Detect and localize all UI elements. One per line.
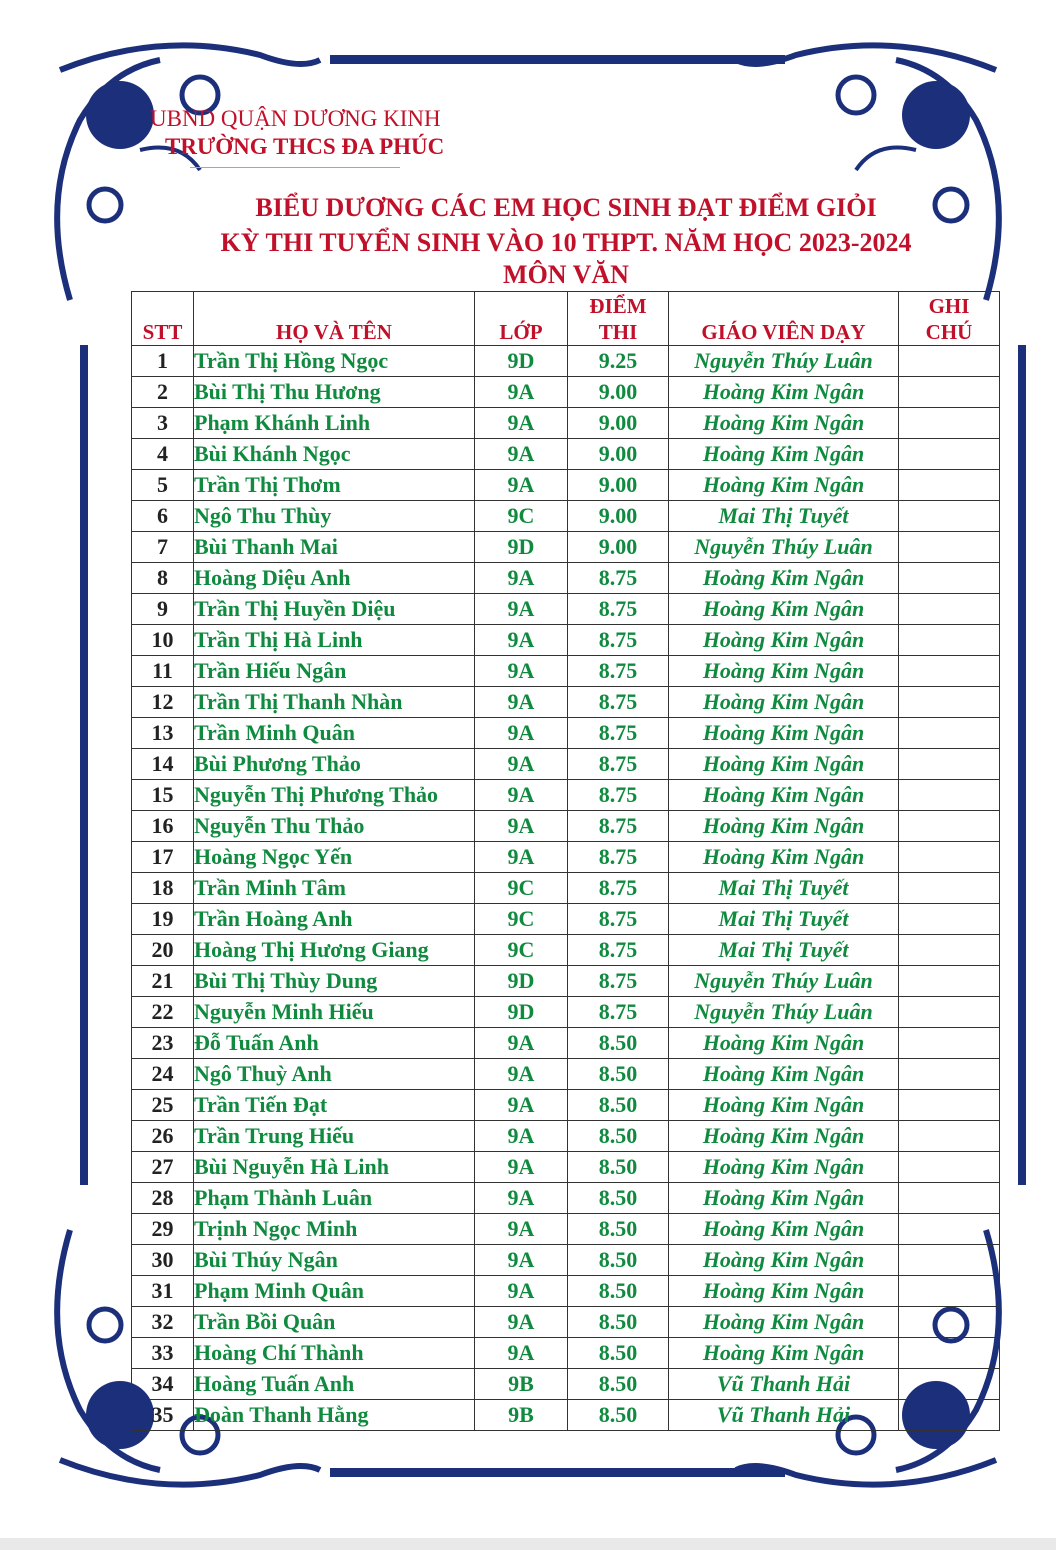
row-class: 9A (475, 1214, 568, 1245)
row-note (899, 811, 1000, 842)
row-stt: 10 (132, 625, 194, 656)
table-row (132, 408, 1000, 439)
row-class: 9D (475, 966, 568, 997)
row-name: Phạm Khánh Linh (194, 408, 475, 439)
row-name: Hoàng Tuấn Anh (194, 1369, 475, 1400)
row-teacher: Nguyễn Thúy Luân (669, 997, 899, 1028)
table-row (132, 1183, 1000, 1214)
row-name: Bùi Thị Thùy Dung (194, 966, 475, 997)
row-teacher: Hoàng Kim Ngân (669, 749, 899, 780)
row-score: 9.00 (568, 377, 669, 408)
row-stt: 19 (132, 904, 194, 935)
row-note (899, 935, 1000, 966)
row-score: 8.75 (568, 904, 669, 935)
header-score-line1: ĐIỂM (589, 294, 647, 318)
row-teacher: Hoàng Kim Ngân (669, 594, 899, 625)
table-row (132, 1121, 1000, 1152)
row-class: 9D (475, 346, 568, 377)
row-score: 8.75 (568, 749, 669, 780)
row-teacher: Hoàng Kim Ngân (669, 1276, 899, 1307)
row-score: 8.75 (568, 687, 669, 718)
row-stt: 26 (132, 1121, 194, 1152)
row-class: 9A (475, 1307, 568, 1338)
row-name: Hoàng Thị Hương Giang (194, 935, 475, 966)
row-class: 9A (475, 563, 568, 594)
row-teacher: Hoàng Kim Ngân (669, 1059, 899, 1090)
row-name: Trần Tiến Đạt (194, 1090, 475, 1121)
table-row (132, 1369, 1000, 1400)
row-note (899, 687, 1000, 718)
row-score: 9.00 (568, 501, 669, 532)
row-teacher: Hoàng Kim Ngân (669, 1152, 899, 1183)
header-score (568, 292, 669, 346)
row-class: 9D (475, 997, 568, 1028)
table-row (132, 1028, 1000, 1059)
table-body (132, 346, 1000, 1431)
row-class: 9A (475, 1028, 568, 1059)
row-stt: 1 (132, 346, 194, 377)
row-stt: 6 (132, 501, 194, 532)
row-class: 9C (475, 935, 568, 966)
row-stt: 3 (132, 408, 194, 439)
row-class: 9A (475, 594, 568, 625)
row-score: 8.75 (568, 811, 669, 842)
bottom-strip (0, 1538, 1056, 1550)
row-score: 9.00 (568, 439, 669, 470)
row-stt: 34 (132, 1369, 194, 1400)
table-row (132, 501, 1000, 532)
table-row (132, 1400, 1000, 1431)
row-note (899, 563, 1000, 594)
row-teacher: Hoàng Kim Ngân (669, 1245, 899, 1276)
row-teacher: Hoàng Kim Ngân (669, 687, 899, 718)
row-class: 9A (475, 439, 568, 470)
row-teacher: Hoàng Kim Ngân (669, 811, 899, 842)
row-score: 8.75 (568, 780, 669, 811)
row-name: Phạm Minh Quân (194, 1276, 475, 1307)
row-name: Nguyễn Thu Thảo (194, 811, 475, 842)
row-class: 9A (475, 687, 568, 718)
row-score: 8.50 (568, 1214, 669, 1245)
row-note (899, 346, 1000, 377)
row-score: 8.75 (568, 842, 669, 873)
row-teacher: Nguyễn Thúy Luân (669, 532, 899, 563)
row-teacher: Hoàng Kim Ngân (669, 625, 899, 656)
row-class: 9D (475, 532, 568, 563)
row-teacher: Hoàng Kim Ngân (669, 718, 899, 749)
subject-title: MÔN VĂN (503, 260, 629, 289)
row-stt: 24 (132, 1059, 194, 1090)
row-teacher: Vũ Thanh Hải (669, 1369, 899, 1400)
row-note (899, 1152, 1000, 1183)
row-stt: 9 (132, 594, 194, 625)
row-stt: 8 (132, 563, 194, 594)
row-score: 8.50 (568, 1028, 669, 1059)
row-score: 9.00 (568, 470, 669, 501)
row-teacher: Nguyễn Thúy Luân (669, 966, 899, 997)
row-note (899, 966, 1000, 997)
row-score: 8.75 (568, 718, 669, 749)
header-note (899, 292, 1000, 346)
row-score: 8.50 (568, 1121, 669, 1152)
row-name: Trần Trung Hiếu (194, 1121, 475, 1152)
row-name: Trần Thị Thanh Nhàn (194, 687, 475, 718)
row-class: 9A (475, 749, 568, 780)
row-class: 9C (475, 873, 568, 904)
row-class: 9A (475, 470, 568, 501)
row-teacher: Hoàng Kim Ngân (669, 1028, 899, 1059)
row-teacher: Mai Thị Tuyết (669, 904, 899, 935)
row-note (899, 656, 1000, 687)
table-row (132, 811, 1000, 842)
row-class: 9A (475, 1245, 568, 1276)
row-class: 9A (475, 811, 568, 842)
row-note (899, 377, 1000, 408)
table-row (132, 780, 1000, 811)
row-stt: 7 (132, 532, 194, 563)
row-class: 9A (475, 656, 568, 687)
row-note (899, 873, 1000, 904)
row-note (899, 408, 1000, 439)
table-row (132, 439, 1000, 470)
row-score: 8.50 (568, 1369, 669, 1400)
row-name: Hoàng Diệu Anh (194, 563, 475, 594)
table-row (132, 1245, 1000, 1276)
table-row (132, 563, 1000, 594)
row-score: 8.50 (568, 1276, 669, 1307)
table-row (132, 470, 1000, 501)
row-stt: 30 (132, 1245, 194, 1276)
document-subtitle: KỲ THI TUYỂN SINH VÀO 10 THPT. NĂM HỌC 2023-2024 (220, 228, 912, 257)
row-teacher: Mai Thị Tuyết (669, 873, 899, 904)
row-class: 9C (475, 501, 568, 532)
row-name: Trịnh Ngọc Minh (194, 1214, 475, 1245)
row-name: Trần Hiếu Ngân (194, 656, 475, 687)
row-stt: 23 (132, 1028, 194, 1059)
row-stt: 22 (132, 997, 194, 1028)
row-stt: 12 (132, 687, 194, 718)
row-class: 9B (475, 1400, 568, 1431)
row-note (899, 1121, 1000, 1152)
row-name: Đỗ Tuấn Anh (194, 1028, 475, 1059)
row-stt: 17 (132, 842, 194, 873)
row-name: Bùi Phương Thảo (194, 749, 475, 780)
row-stt: 25 (132, 1090, 194, 1121)
row-stt: 28 (132, 1183, 194, 1214)
row-note (899, 1059, 1000, 1090)
row-score: 9.00 (568, 408, 669, 439)
table-row (132, 346, 1000, 377)
row-stt: 21 (132, 966, 194, 997)
organization-name: UBND QUẬN DƯƠNG KINH (150, 106, 441, 131)
row-teacher: Mai Thị Tuyết (669, 501, 899, 532)
row-class: 9A (475, 842, 568, 873)
row-teacher: Hoàng Kim Ngân (669, 470, 899, 501)
header-teacher: GIÁO VIÊN DẠY (669, 292, 899, 346)
row-score: 8.50 (568, 1307, 669, 1338)
row-name: Phạm Thành Luân (194, 1183, 475, 1214)
row-score: 9.25 (568, 346, 669, 377)
row-score: 8.50 (568, 1090, 669, 1121)
header-note-line2: CHÚ (925, 320, 973, 344)
row-class: 9B (475, 1369, 568, 1400)
row-score: 8.75 (568, 594, 669, 625)
row-teacher: Hoàng Kim Ngân (669, 377, 899, 408)
row-teacher: Hoàng Kim Ngân (669, 1121, 899, 1152)
table-row (132, 1090, 1000, 1121)
row-note (899, 718, 1000, 749)
table-row (132, 656, 1000, 687)
row-score: 8.75 (568, 563, 669, 594)
table-row (132, 966, 1000, 997)
row-name: Đoàn Thanh Hằng (194, 1400, 475, 1431)
row-score: 8.50 (568, 1400, 669, 1431)
row-class: 9A (475, 1276, 568, 1307)
row-teacher: Nguyễn Thúy Luân (669, 346, 899, 377)
row-class: 9A (475, 625, 568, 656)
row-note (899, 1400, 1000, 1431)
row-note (899, 1028, 1000, 1059)
row-teacher: Hoàng Kim Ngân (669, 1307, 899, 1338)
row-note (899, 532, 1000, 563)
table-row (132, 532, 1000, 563)
row-score: 8.50 (568, 1183, 669, 1214)
document-title: BIỂU DƯƠNG CÁC EM HỌC SINH ĐẠT ĐIỂM GIỎI (255, 193, 877, 222)
row-stt: 18 (132, 873, 194, 904)
row-stt: 14 (132, 749, 194, 780)
row-name: Nguyễn Thị Phương Thảo (194, 780, 475, 811)
row-name: Trần Minh Tâm (194, 873, 475, 904)
row-note (899, 470, 1000, 501)
row-stt: 5 (132, 470, 194, 501)
row-score: 8.75 (568, 935, 669, 966)
row-class: 9A (475, 1090, 568, 1121)
row-class: 9A (475, 408, 568, 439)
table-row (132, 377, 1000, 408)
row-teacher: Hoàng Kim Ngân (669, 563, 899, 594)
row-class: 9A (475, 780, 568, 811)
row-name: Trần Bồi Quân (194, 1307, 475, 1338)
row-score: 9.00 (568, 532, 669, 563)
header-name: HỌ VÀ TÊN (194, 292, 475, 346)
row-class: 9C (475, 904, 568, 935)
row-note (899, 1307, 1000, 1338)
table-row (132, 842, 1000, 873)
row-score: 8.75 (568, 656, 669, 687)
row-name: Bùi Thị Thu Hương (194, 377, 475, 408)
row-stt: 2 (132, 377, 194, 408)
row-stt: 11 (132, 656, 194, 687)
row-note (899, 904, 1000, 935)
table-row (132, 1307, 1000, 1338)
row-note (899, 625, 1000, 656)
row-note (899, 1090, 1000, 1121)
table-row (132, 687, 1000, 718)
row-teacher: Hoàng Kim Ngân (669, 842, 899, 873)
table-header-row (132, 292, 1000, 346)
table-row (132, 1214, 1000, 1245)
row-note (899, 842, 1000, 873)
row-score: 8.75 (568, 873, 669, 904)
row-stt: 35 (132, 1400, 194, 1431)
table-row (132, 749, 1000, 780)
row-teacher: Hoàng Kim Ngân (669, 439, 899, 470)
table-row (132, 873, 1000, 904)
row-teacher: Hoàng Kim Ngân (669, 1183, 899, 1214)
student-table (131, 291, 1000, 1431)
row-score: 8.50 (568, 1338, 669, 1369)
row-note (899, 1183, 1000, 1214)
row-name: Bùi Khánh Ngọc (194, 439, 475, 470)
row-note (899, 1369, 1000, 1400)
row-score: 8.50 (568, 1059, 669, 1090)
row-class: 9A (475, 1059, 568, 1090)
row-stt: 15 (132, 780, 194, 811)
row-note (899, 501, 1000, 532)
header-score-line2: THI (598, 320, 638, 344)
row-score: 8.75 (568, 997, 669, 1028)
row-name: Ngô Thuỳ Anh (194, 1059, 475, 1090)
row-stt: 29 (132, 1214, 194, 1245)
row-note (899, 749, 1000, 780)
row-teacher: Hoàng Kim Ngân (669, 408, 899, 439)
row-note (899, 780, 1000, 811)
table-row (132, 718, 1000, 749)
row-teacher: Hoàng Kim Ngân (669, 1090, 899, 1121)
row-score: 8.50 (568, 1152, 669, 1183)
row-stt: 31 (132, 1276, 194, 1307)
table-row (132, 904, 1000, 935)
table-row (132, 625, 1000, 656)
row-note (899, 594, 1000, 625)
row-class: 9A (475, 718, 568, 749)
row-note (899, 1276, 1000, 1307)
row-teacher: Hoàng Kim Ngân (669, 1214, 899, 1245)
row-name: Bùi Nguyễn Hà Linh (194, 1152, 475, 1183)
row-name: Trần Hoàng Anh (194, 904, 475, 935)
header-stt: STT (132, 292, 194, 346)
table-row (132, 1276, 1000, 1307)
row-stt: 20 (132, 935, 194, 966)
row-name: Trần Thị Hà Linh (194, 625, 475, 656)
row-stt: 33 (132, 1338, 194, 1369)
table-row (132, 594, 1000, 625)
row-class: 9A (475, 377, 568, 408)
row-stt: 16 (132, 811, 194, 842)
table-row (132, 1152, 1000, 1183)
header-note-line1: GHI (928, 294, 970, 318)
row-teacher: Mai Thị Tuyết (669, 935, 899, 966)
row-class: 9A (475, 1183, 568, 1214)
row-score: 8.75 (568, 966, 669, 997)
table-row (132, 997, 1000, 1028)
row-note (899, 1338, 1000, 1369)
row-note (899, 439, 1000, 470)
row-name: Nguyễn Minh Hiếu (194, 997, 475, 1028)
row-stt: 13 (132, 718, 194, 749)
row-note (899, 1245, 1000, 1276)
row-name: Trần Thị Huyền Diệu (194, 594, 475, 625)
row-note (899, 997, 1000, 1028)
row-teacher: Hoàng Kim Ngân (669, 780, 899, 811)
row-stt: 4 (132, 439, 194, 470)
row-teacher: Hoàng Kim Ngân (669, 656, 899, 687)
row-name: Trần Minh Quân (194, 718, 475, 749)
row-score: 8.75 (568, 625, 669, 656)
row-teacher: Vũ Thanh Hải (669, 1400, 899, 1431)
row-stt: 32 (132, 1307, 194, 1338)
row-note (899, 1214, 1000, 1245)
header-class: LỚP (475, 292, 568, 346)
row-stt: 27 (132, 1152, 194, 1183)
row-name: Hoàng Ngọc Yến (194, 842, 475, 873)
row-name: Hoàng Chí Thành (194, 1338, 475, 1369)
row-class: 9A (475, 1121, 568, 1152)
table-row (132, 935, 1000, 966)
row-class: 9A (475, 1338, 568, 1369)
school-name: TRƯỜNG THCS ĐA PHÚC (165, 134, 445, 159)
row-name: Trần Thị Hồng Ngọc (194, 346, 475, 377)
table-row (132, 1059, 1000, 1090)
table-row (132, 1338, 1000, 1369)
row-name: Ngô Thu Thùy (194, 501, 475, 532)
row-teacher: Hoàng Kim Ngân (669, 1338, 899, 1369)
header-divider (190, 167, 400, 168)
row-name: Trần Thị Thơm (194, 470, 475, 501)
row-class: 9A (475, 1152, 568, 1183)
row-name: Bùi Thanh Mai (194, 532, 475, 563)
row-score: 8.50 (568, 1245, 669, 1276)
row-name: Bùi Thúy Ngân (194, 1245, 475, 1276)
